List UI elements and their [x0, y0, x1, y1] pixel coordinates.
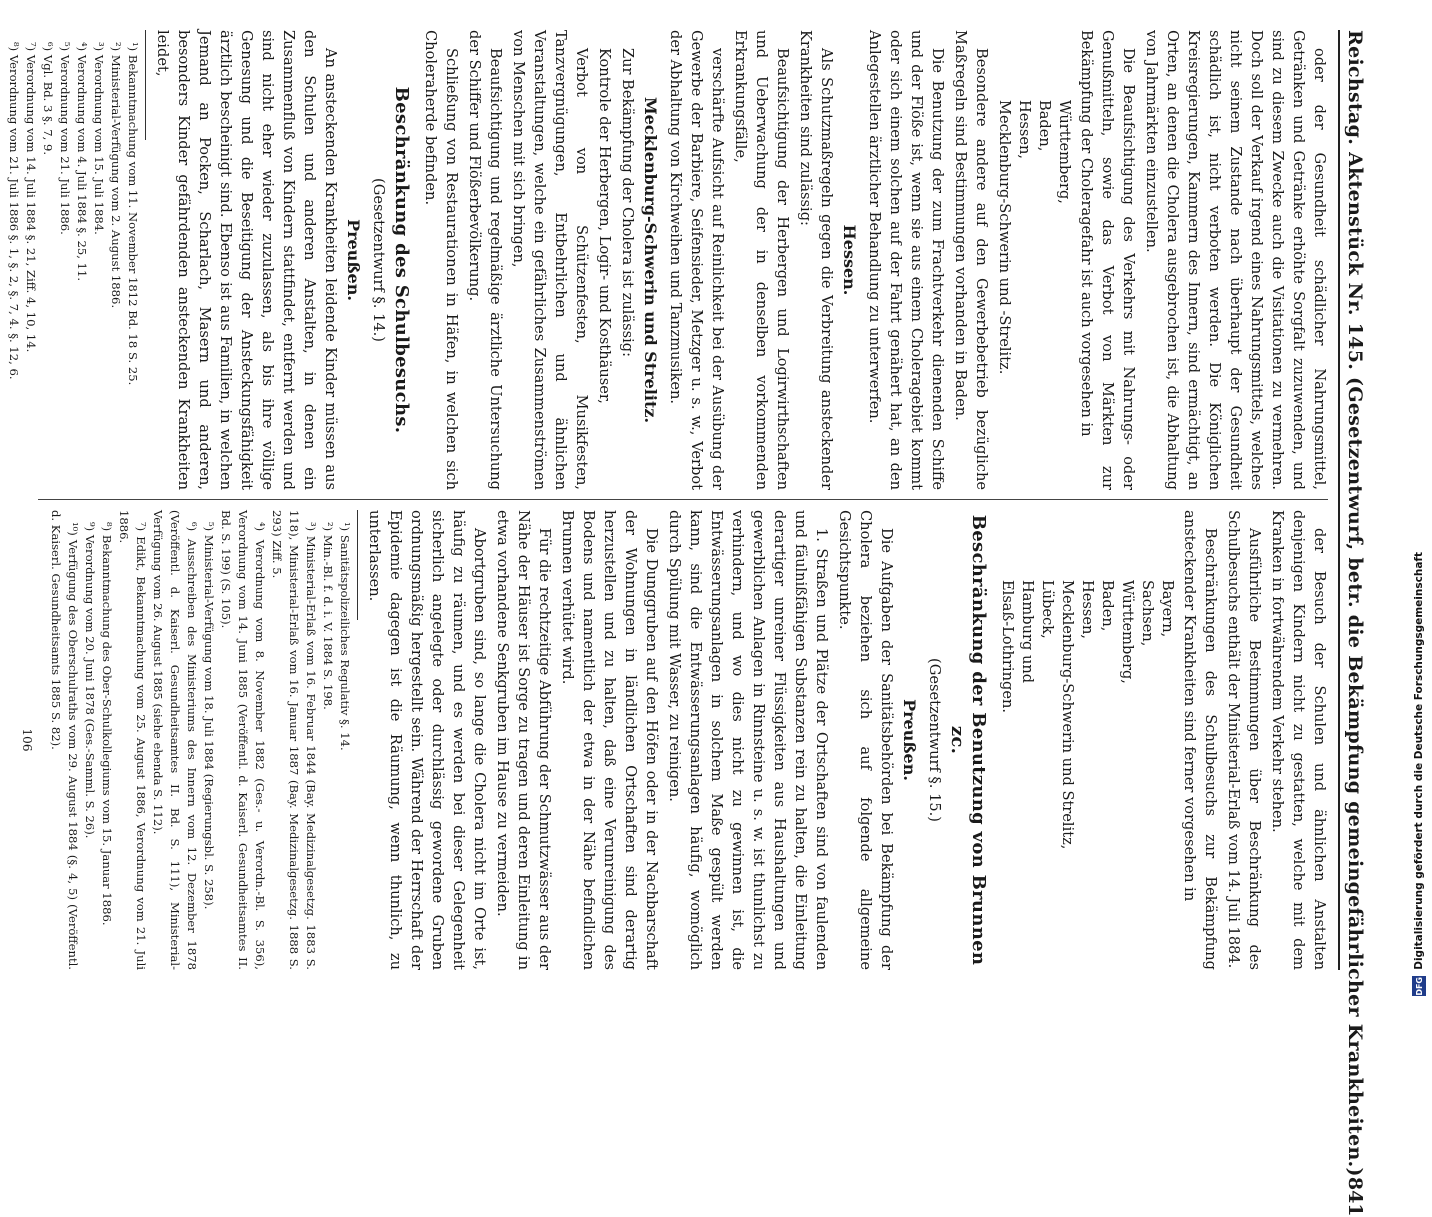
footnote: ⁹) Verordnung vom 20. Juni 1878 (Ges.-Samml. S. 26). — [83, 522, 97, 839]
footnote: ⁴) Verordnung vom 8. November 1882 (Ges.- u. Verordn.-Bl. S. 356), Verordnung vom 14. Juni 1885 (Veröffentl. d. Kaiserl. Gesundheitsamtes II. Bd. S. 199) (S. 105). — [219, 510, 267, 970]
section-subtitle: (Gesetzentwurf §. 14.) — [370, 178, 387, 342]
state-list — [994, 30, 1074, 490]
footnote: ¹) Sanitätspolizeiliches Regulativ §. 14. — [338, 522, 352, 751]
list-item: Hessen, — [1079, 580, 1096, 640]
paragraph: 1. Straßen und Plätze der Ortschaften sind von faulenden und fäulnißfähigen Substanzen rein zu halten, die Einleitung derartiger unreiner Flüssigkeiten aus Haushaltungen und gewerblichen Anlagen in Rinnsteine u. s. w. ist thunlichst zu verhindern, und wo dies nicht zu gewinnen ist, die Entwässerungsanlagen in solchem Maße gespült werden kann, sind die Entwässerungsanlagen häufig, womöglich durch Spülung mit Wasser, zu reinigen. — [666, 510, 830, 970]
footnote: ⁵) Ministerial-Verfügung vom 18. Juli 1884 (Regierungsbl. S. 258). — [202, 522, 216, 910]
list-item: Mecklenburg-Schwerin und -Strelitz. — [996, 100, 1013, 375]
left-column — [7, 30, 1330, 490]
paragraph: oder der Gesundheit schädlicher Nahrungsmittel, Getränken und Getränke erhöhte Sorgfalt zuzuwenden, und sind zu diesem Zwecke auch die Visitationen zu vermehren. Doch soll der Verkauf irgend eines Nahrungsmittels, welches nicht seinem Zustande nach überhaupt der Gesundheit schädlich ist, nicht verboten werden. Die Königlichen Kreisregierungen, Kammern des Innern, sind ermächtigt, an Orten, an denen die Cholera ausgebrochen ist, die Abhaltung von Jahrmärkten einzustellen. — [1143, 30, 1328, 490]
paragraph: Kontrole der Herbergen, Logir- und Kosthäuser, — [596, 48, 613, 404]
list-item: Mecklenburg-Schwerin und Strelitz, — [1059, 580, 1076, 850]
footnotes — [47, 510, 353, 970]
paragraph: der Besuch der Schulen und ähnlichen Anstalten denjenigen Kindern nicht zu gestatten, welche mit dem Kranken in fortwährendem Verkehr stehen. — [1269, 510, 1328, 970]
footnote-rule — [357, 510, 358, 620]
section-title-schulbesuch: Beschränkung des Schulbesuchs. — [391, 86, 412, 434]
paragraph: Die Aufgaben der Sanitätsbehörden bei Bekämpfung der Cholera beziehen sich auf folgende allgemeine Gesichtspunkte. — [836, 510, 895, 970]
footnote: ³) Verordnung vom 15. Juli 1884. — [92, 42, 106, 235]
section-subtitle: (Gesetzentwurf §. 15.) — [926, 658, 943, 822]
digitization-credit-strip — [1406, 0, 1432, 1000]
paragraph: Abortgruben sind, so lange die Cholera nicht im Orte ist, häufig zu räumen, und es werden bei dieser Gelegenheit sicherlich angelegte oder durchlässig gewordene Gruben ordnungsmäßig hergestellt sein. Während der Herrschaft der Epidemie dagegen ist die Räumung, wenn thunlich, zu unterlassen. — [366, 510, 488, 970]
paragraph: Beaufsichtigung der Herbergen und Logirwirthschaften und Ueberwachung der in denselben vorkommenden Erkrankungsfälle, — [732, 30, 791, 490]
paragraph: Zur Bekämpfung der Cholera ist zulässig: — [619, 48, 636, 358]
footnote: ¹⁰) Verfügung des Oberschulraths vom 29. August 1884 (§. 4, 5) (Veröffentl. d. Kaiserl. Gesundheitsamts 1885 S. 82). — [49, 510, 80, 970]
footnotes — [5, 30, 141, 490]
list-item: Elsaß-Lothringen. — [999, 580, 1016, 713]
paragraph: An ansteckenden Krankheiten leidende Kinder müssen aus den Schulen und anderen Anstalten, in denen ein Zusammenfluß von Kindern stattfindet, entfernt werden und sind nicht eher wieder zuzulassen, als bis ihre völlige Genesung und die Beseitigung der Ansteckungsfähigkeit ärztlich bescheinigt sind. Ebenso ist aus Familien, in welchen Jemand an Pocken, Scharlach, Masern und anderen, besonders Kinder gefährdenden ansteckenden Krankheiten leidet, — [154, 30, 339, 490]
footnote: ⁴) Verordnung vom 4. Juli 1884 §. 25, 11. — [75, 42, 89, 282]
section-heading-mecklenburg: Mecklenburg-Schwerin und Strelitz. — [641, 96, 660, 424]
paragraph: Die Beaufsichtigung des Verkehrs mit Nahrungs- oder Genußmitteln, sowie das Verbot von Märkten zur Bekämpfung der Choleragefahr ist auch vorgesehen in — [1078, 30, 1137, 490]
paragraph: verschärfte Aufsicht auf Reinlichkeit bei der Ausübung der Gewerbe der Barbiere, Seifensieder, Metzger u. s. w., Verbot der Abhaltung von Kirchweihen und Tanzmusiken. — [667, 30, 726, 490]
state-list — [997, 510, 1177, 970]
list-item: Hessen, — [1016, 100, 1033, 160]
paragraph: Als Schutzmaßregeln gegen die Verbreitung ansteckender Krankheiten sind zulässig: — [797, 30, 835, 490]
page-mark: 106 — [20, 728, 34, 752]
paragraph: Die Dunggruben auf den Höfen oder in der Nachbarschaft der Wohnungen in ländlichen Ortschaften sind derartig herzustellen und zu halten, daß eine Verunreinigung des Bodens und namentlich der etwa in der Nähe befindlichen Brunnen verhütet wird. — [559, 510, 660, 970]
footnote: ⁸) Verordnung vom 21. Juli 1886 §. 1, §. 2, §. 7, 4. §. 12, 6. — [7, 42, 21, 380]
list-item: Baden, — [1099, 580, 1116, 632]
running-title: Reichstag. Aktenstück Nr. 145. (Gesetzentwurf, betr. die Bekämpfung gemeingefährlicher Krankheiten.) — [1344, 30, 1366, 1177]
list-item: Württemberg, — [1056, 100, 1073, 204]
paragraph: Ausführliche Bestimmungen über Beschränkung des Schulbesuchs enthält der Ministerial-Erlaß vom 14. Juli 1884. — [1225, 510, 1263, 970]
footnote: ³) Ministerial-Erlaß vom 16. Februar 1844 (Bay. Medizinalgesetzg. 1883 S. 118), Ministerial-Erlaß vom 16. Januar 1887 (Bay. Medizinalgesetzg. 1888 S. 293) Ziff. 5. — [270, 510, 318, 970]
list-item: Sachsen, — [1139, 580, 1156, 647]
footnote: ⁸) Bekanntmachung des Ober-Schulkollegiums vom 15. Januar 1886. — [100, 522, 114, 926]
footnote: ⁶) Ausschreiben des Ministeriums des Innern vom 12. Dezember 1878 (Veröffentl. d. Kaiserl. Gesundheitsamtes II. Bd. S. 111), Ministerial-Verfügung vom 26. August 1885 (siehe ebenda S. 112). — [151, 510, 199, 970]
list-item: Baden, — [1036, 100, 1053, 152]
paragraph: Besondere andere auf den Gewerbebetrieb bezügliche Maßregeln sind Bestimmungen vorhanden in Baden. — [952, 30, 990, 490]
section-heading-preussen: Preußen. — [900, 699, 919, 781]
footnote: ⁷) Edikt, Bekanntmachung vom 25. August 1886, Verordnung vom 21. Juli 1886. — [117, 510, 148, 970]
digitization-credit: Digitalisierung gefördert durch die Deutsche Forschungsgemeinschaft — [1413, 552, 1425, 970]
footnote: ²) Ministerial-Verfügung vom 2. August 1886. — [109, 42, 123, 309]
dfg-logo-icon — [1412, 976, 1426, 996]
paragraph: Verbot von Schützenfesten, Musikfesten, Tanzvergnügungen, Entbehrlichen und ähnlichen Veranstaltungen, welche ein gefährliches Zusammenströmen von Menschen mit sich bringen, — [510, 30, 590, 490]
paragraph: Schließung von Restaurationen in Häfen, in welchen sich Choleraherde befinden. — [422, 30, 460, 490]
section-heading-preussen: Preußen. — [344, 219, 363, 301]
footnote: ¹) Bekanntmachung vom 11. November 1812 Bd. 18 S. 25. — [126, 42, 140, 386]
footnote: ²) Min.-Bl. f. d. i. V. 1884 S. 198. — [321, 522, 335, 710]
list-item: Württemberg, — [1119, 580, 1136, 684]
column-divider — [38, 499, 1328, 500]
page-number: 841 — [1344, 1176, 1366, 1217]
paragraph: Für die rechtzeitige Abführung der Schmutzwässer aus der Nähe der Häuser ist Sorge zu tragen und deren Einleitung in etwa vorhandene Senkgruben im Hause zu vermeiden. — [494, 510, 553, 970]
list-item: Bayern, — [1159, 580, 1176, 638]
footnote: ⁶) Vgl. Bd. 3 §. 7, 9. — [41, 42, 55, 156]
dfg-logo-text: DFG — [1414, 976, 1424, 996]
list-item: Hamburg und — [1019, 580, 1036, 684]
footnote-rule — [145, 30, 146, 140]
page-header — [1338, 30, 1378, 1217]
paragraph: Beaufsichtigung und regelmäßige ärztliche Untersuchung der Schiffer und Flößerbevölkerung. — [466, 30, 504, 490]
paragraph: Beschränkungen des Schulbesuchs zur Bekämpfung ansteckender Krankheiten sind ferner vorgesehen in — [1181, 510, 1219, 970]
paragraph: Die Benutzung der zum Frachtverkehr dienenden Schiffe und der Flöße ist, wenn sie aus einem Choleragebiet kommt oder sich einem solchen auf der Fahrt genähert hat, an den Anlegestellen ärztlicher Behandlung zu unterwerfen. — [866, 30, 946, 490]
list-item: Lübeck, — [1039, 580, 1056, 639]
section-title-brunnen: Beschränkung der Benutzung von Brunnen zc. — [947, 514, 989, 966]
footnote: ⁷) Verordnung vom 14. Juli 1884 §. 21, Ziff. 4, 10, 14. — [24, 42, 38, 353]
right-column — [20, 510, 1330, 970]
footnote: ⁵) Verordnung vom 21. Juli 1886. — [58, 42, 72, 235]
section-heading-hessen: Hessen. — [840, 224, 859, 296]
